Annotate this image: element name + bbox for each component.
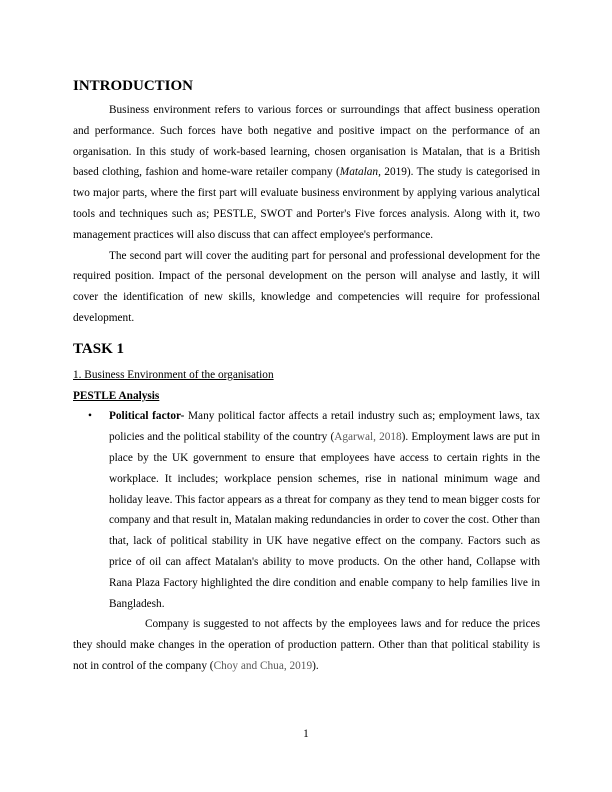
- bullet-icon: •: [88, 410, 92, 423]
- followup-text-b: ).: [312, 659, 319, 672]
- intro-p1-text-a: Business environment refers to various forces or surroundings that affect business operation and performance. Such forces have both negative and positive impact on the performance of an organisation. In this study of work-based learning, chosen organisation is Matalan, that is a British based clothing, fashion and home-ware retailer company (: [73, 104, 540, 179]
- intro-paragraph-1: [73, 100, 540, 246]
- pestle-heading: PESTLE Analysis: [73, 389, 160, 402]
- political-text-b: ). Employment laws are put in place by the UK government to ensure that employees have access to certain rights in the workplace. It includes; workplace pension schemes, rise in national minimum wage and holiday leave. This factor appears as a threat for company as they tend to mean bigger costs for company and that result in, Matalan making redundancies in order to cover the cost. Other than that, lack of political stability in UK have negative effect on the company. Factors such as price of oil can affect Matalan's ability to move products. On the other hand, Collapse with Rana Plaza Factory highlighted the dire condition and enable company to help families live in Bangladesh.: [109, 431, 540, 610]
- political-text-a: Many political factor affects a retail industry such as; employment laws, tax policies and the political stability of the country (: [109, 410, 540, 444]
- political-factor-label: Political factor-: [109, 410, 185, 423]
- political-citation: Agarwal, 2018: [334, 431, 402, 444]
- intro-p1-text-b: 2019). The study is categorised in two major parts, where the first part will evaluate business environment by applying various analytical tools and techniques such as; PESTLE, SWOT and Porter's Five forces analysis. Along with it, two management practices will also discuss that can affect employee's performance.: [73, 166, 540, 241]
- followup-text-a: Company is suggested to not affects by the employees laws and for reduce the prices they should make changes in the operation of production pattern. Other than that political stability is not in control of the company (: [73, 618, 540, 672]
- section-heading: 1. Business Environment of the organisation: [73, 368, 274, 381]
- followup-citation: Choy and Chua, 2019: [213, 659, 313, 672]
- intro-paragraph-2: The second part will cover the auditing part for personal and professional development for the required position. Impact of the personal development on the person will analyse and lastly, it will cover the identification of new skills, knowledge and competencies will require for professional development.: [73, 249, 540, 324]
- document-page: [73, 76, 540, 677]
- followup-paragraph: [73, 614, 540, 676]
- pestle-list: [73, 406, 540, 614]
- intro-p1-citation: Matalan,: [339, 166, 381, 179]
- political-factor-item: [88, 406, 540, 614]
- page-number: 1: [303, 728, 309, 740]
- task-1-heading: TASK 1: [73, 340, 124, 357]
- introduction-heading: INTRODUCTION: [73, 78, 194, 94]
